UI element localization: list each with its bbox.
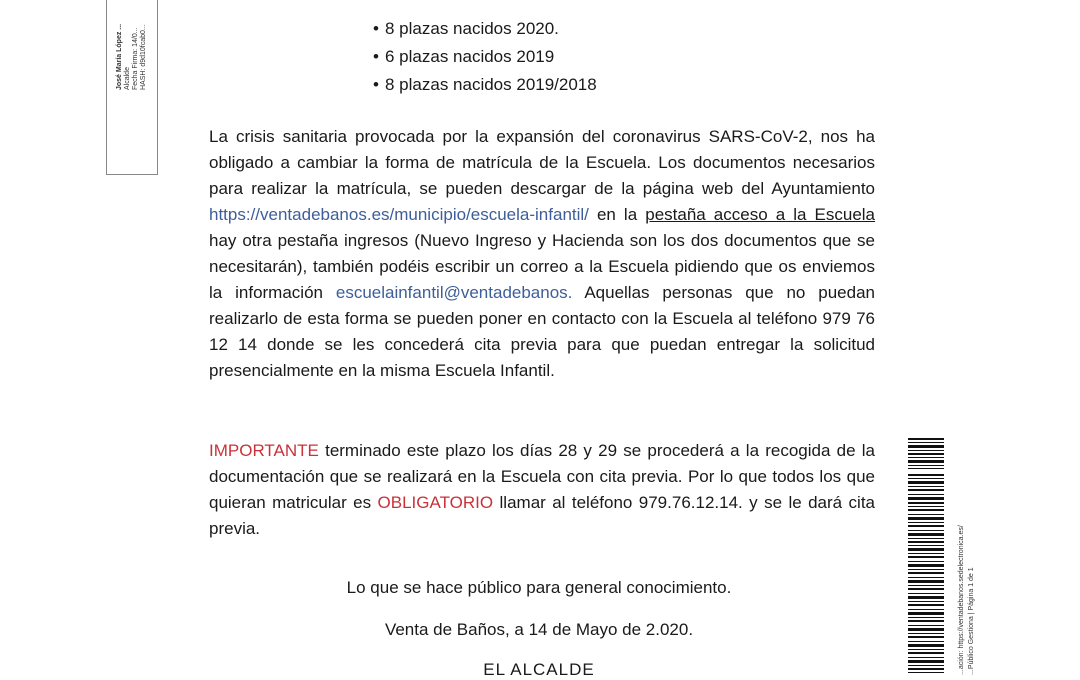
date-line: Venta de Baños, a 14 de Mayo de 2.020. [384, 620, 694, 639]
importante-text-2: llamar al teléfono 979.76.12.14. y se le dará cita previa. [209, 493, 875, 538]
barcode [908, 438, 944, 675]
signature-date: Fecha Firma: 14/0... [132, 27, 139, 90]
list-item: • 6 plazas nacidos 2019 [373, 43, 597, 71]
obligatorio-label: OBLIGATORIO [377, 493, 494, 512]
signature-role: Alcalde [124, 67, 131, 90]
crisis-text-1: La crisis sanitaria provocada por la expansión del coronavirus SARS-CoV-2, nos ha obligado a cambiar la forma de matrícula de la Escuela. Los documentos necesarios para realizar la matrícula, se pueden descargar de la página web del Ayuntamiento [209, 127, 875, 198]
publico-notice: Lo que se hace público para general conocimiento. [346, 578, 732, 597]
crisis-text-4: Aquellas personas que no puedan realizarlo de esta forma se pueden poner en contacto con la Escuela al teléfono 979 76 12 14 donde se les concederá cita previa para que puedan entregar la solicitud presencialmente en la misma Escuela Infantil. [209, 283, 875, 380]
verification-line-1: ...ación: https://ventadebanos.sedelectronica.es/ [958, 525, 965, 675]
crisis-text-3: hay otra pestaña ingresos (Nuevo Ingreso y Hacienda son los dos documentos que se necesitarán), también podéis escribir un correo a la Escuela pidiendo que os enviemos la información [209, 231, 875, 302]
crisis-paragraph [209, 124, 875, 384]
signature-hash: HASH: d9d10fcab0... [140, 24, 147, 90]
ayuntamiento-link[interactable]: https://ventadebanos.es/municipio/escuela-infantil/ [209, 205, 589, 224]
importante-text-1: terminado este plazo los días 28 y 29 se procederá a la recogida de la documentación que se realizará en la Escuela con cita previa. Por lo que todos los que quieran matricular es [209, 441, 875, 512]
plazas-list [373, 15, 597, 99]
signature-name: José María López ... [116, 23, 123, 90]
crisis-text-2: en la [588, 205, 646, 224]
importante-label: IMPORTANTE [209, 441, 319, 460]
escuela-tab-reference: pestaña acceso a la Escuela [645, 205, 876, 224]
alcalde-title: EL ALCALDE [483, 660, 595, 679]
signature-block [108, 6, 156, 166]
email-link[interactable]: escuelainfantil@ventadebanos. [335, 283, 573, 302]
list-item: • 8 plazas nacidos 2020. [373, 15, 597, 43]
list-item: • 8 plazas nacidos 2019/2018 [373, 71, 597, 99]
verification-text [950, 450, 980, 675]
verification-line-2: ...Público Gestiona | Página 1 de 1 [968, 567, 975, 675]
importante-paragraph [209, 438, 875, 542]
